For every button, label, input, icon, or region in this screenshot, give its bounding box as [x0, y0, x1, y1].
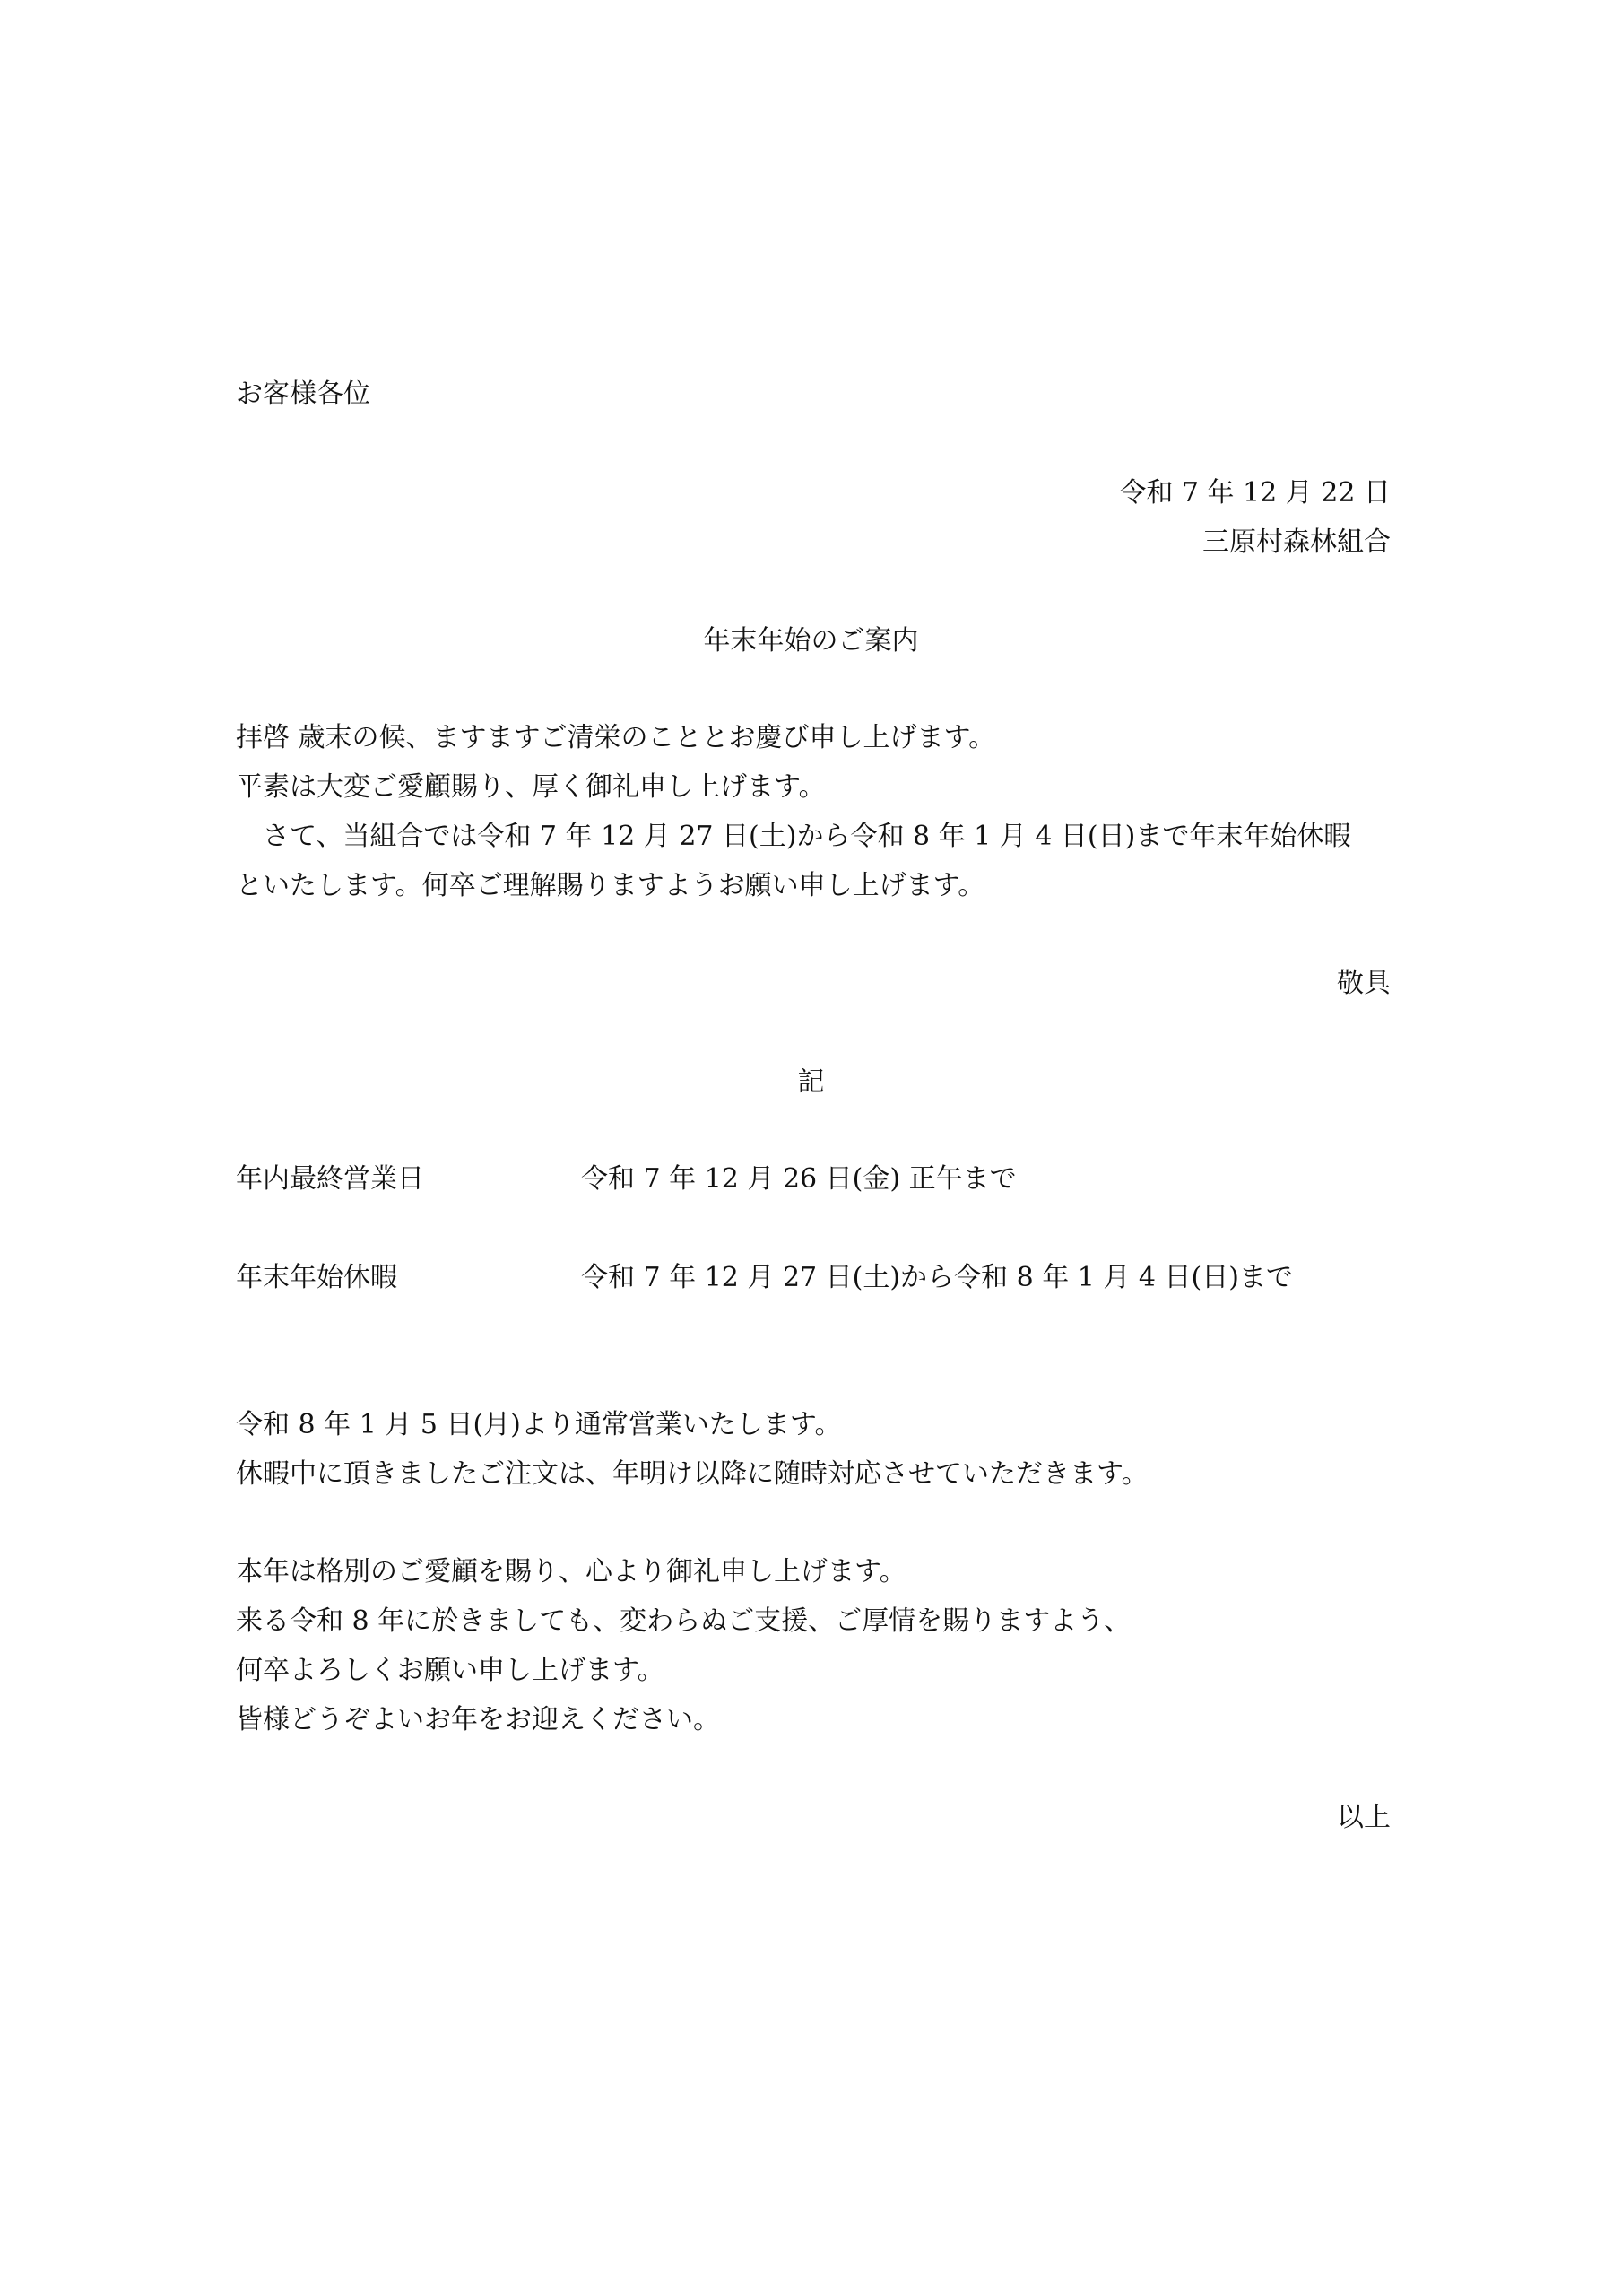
ki-heading: 記 — [797, 1066, 825, 1098]
document-date: 令和 7 年 12 月 22 日 — [1119, 477, 1391, 509]
closing-ijou: 以上 — [1337, 1802, 1391, 1833]
notice-line-1: 令和 8 年 1 月 5 日(月)より通常営業いたします。 — [236, 1409, 842, 1440]
greeting-line-3: 何卒よろしくお願い申し上げます。 — [236, 1655, 664, 1686]
greeting-line-1: 本年は格別のご愛顧を賜り、心より御礼申し上げます。 — [236, 1556, 906, 1587]
body-line-3: さて、当組合では令和 7 年 12 月 27 日(土)から令和 8 年 1 月 4 日(日)まで年末年始休暇 — [263, 821, 1351, 852]
closing-keigu: 敬具 — [1337, 968, 1391, 999]
detail-value-last-business-day: 令和 7 年 12 月 26 日(金) 正午まで — [581, 1163, 1017, 1195]
greeting-line-2: 来る令和 8 年に於きましても、変わらぬご支援、ご厚情を賜りますよう、 — [236, 1605, 1132, 1637]
document-title: 年末年始のご案内 — [703, 625, 919, 657]
body-line-4: といたします。何卒ご理解賜りますようお願い申し上げます。 — [236, 870, 985, 901]
recipient: お客様各位 — [236, 378, 370, 410]
detail-label-last-business-day: 年内最終営業日 — [236, 1163, 424, 1195]
greeting-line-4: 皆様どうぞよいお年をお迎えください。 — [236, 1704, 720, 1735]
detail-label-holiday: 年末年始休暇 — [236, 1262, 397, 1293]
body-line-1: 拝啓 歳末の候、ますますご清栄のこととお慶び申し上げます。 — [236, 722, 996, 753]
sender-name: 三原村森林組合 — [1202, 526, 1391, 558]
notice-line-2: 休暇中に頂きましたご注文は、年明け以降に随時対応させていただきます。 — [236, 1458, 1149, 1490]
body-line-2: 平素は大変ご愛顧賜り、厚く御礼申し上げます。 — [236, 771, 826, 803]
detail-value-holiday: 令和 7 年 12 月 27 日(土)から令和 8 年 1 月 4 日(日)まで — [581, 1262, 1293, 1293]
